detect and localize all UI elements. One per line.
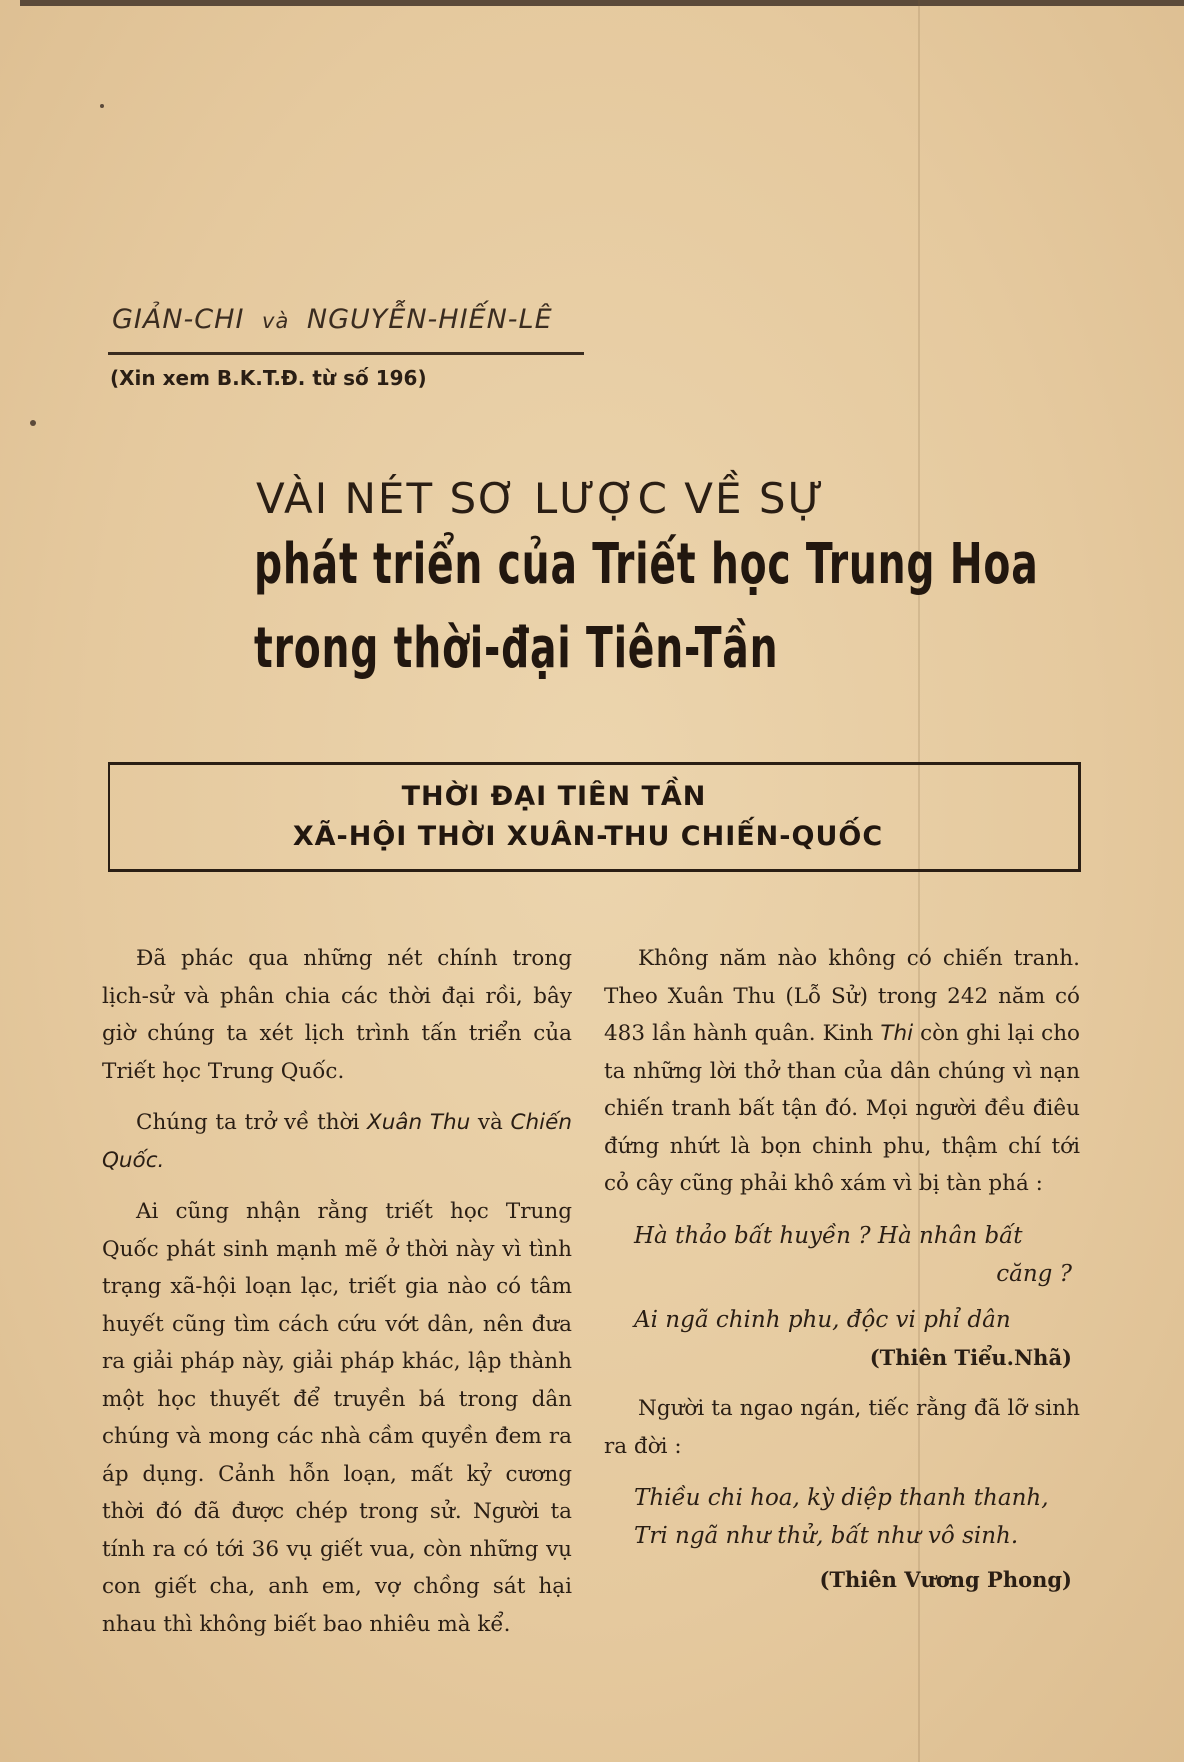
right-column bbox=[604, 940, 1080, 1613]
emphasis-text: Chiến Quốc. bbox=[102, 1110, 572, 1173]
section-heading-line-1: THỜI ĐẠI TIÊN TẦN bbox=[401, 781, 707, 812]
paragraph bbox=[604, 940, 1080, 1203]
page-top-edge bbox=[20, 0, 1184, 6]
verse-source: (Thiên Vương Phong) bbox=[819, 1567, 1072, 1592]
author-2: NGUYỄN-HIẾN-LÊ bbox=[306, 304, 553, 335]
series-reference: (Xin xem B.K.T.Đ. từ số 196) bbox=[110, 366, 427, 390]
title-line-1: VÀI NÉT SƠ LƯỢC VỀ SỰ bbox=[256, 474, 826, 523]
text-run: còn ghi lại cho ta những lời thở than của dân chúng vì nạn chiến tranh bất tận đó. Mọi người đều điêu đứng nhứt là bọn chinh phu, thậm chí tới cỏ cây cũng phải khô xám vì bị tàn phá : bbox=[604, 1021, 1080, 1196]
verse-line: Tri ngã như thử, bất như vô sinh. bbox=[634, 1523, 1019, 1549]
verse-line: Ai ngã chinh phu, độc vi phỉ dân bbox=[634, 1306, 1011, 1333]
speck-mark bbox=[100, 104, 104, 108]
author-1: GIẢN-CHI bbox=[112, 304, 245, 335]
emphasis-text: Thi bbox=[880, 1021, 914, 1046]
section-heading-box bbox=[108, 762, 1081, 872]
text-run: Chúng ta trở về thời bbox=[136, 1110, 368, 1135]
emphasis-text: Xuân Thu bbox=[367, 1110, 471, 1135]
paragraph: Ai cũng nhận rằng triết học Trung Quốc phát sinh mạnh mẽ ở thời này vì tình trạng xã-hội loạn lạc, triết gia nào có tâm huyết cũng tìm cách cứu vớt dân, nên đưa ra giải pháp này, giải pháp khác, lập thành một học thuyết để truyền bá trong dân chúng và mong các nhà cầm quyền đem ra áp dụng. Cảnh hỗn loạn, mất kỷ cương thời đó đã được chép trong sử. Người ta tính ra có tới 36 vụ giết vua, còn những vụ con giết cha, anh em, vợ chồng sát hại nhau thì không biết bao nhiêu mà kể. bbox=[102, 1199, 572, 1637]
speck-mark bbox=[30, 420, 36, 426]
left-column bbox=[102, 940, 572, 1657]
title-line-2: phát triển của Triết học Trung Hoa bbox=[254, 532, 1039, 597]
author-rule bbox=[108, 352, 584, 355]
author-connector: và bbox=[262, 309, 290, 333]
paragraph: Người ta ngao ngán, tiếc rằng đã lỡ sinh ra đời : bbox=[604, 1396, 1080, 1459]
author-line bbox=[112, 304, 553, 335]
verse-source: (Thiên Tiểu.Nhã) bbox=[869, 1344, 1072, 1370]
text-run: Không năm nào không có chiến tranh. Theo Xuân Thu (Lỗ Sử) trong 242 năm có 483 lần hành quân. Kinh bbox=[604, 946, 1080, 1046]
title-line-3: trong thời-đại Tiên-Tần bbox=[254, 616, 779, 681]
paragraph bbox=[102, 1104, 572, 1179]
verse-line: Hà thảo bất huyền ? Hà nhân bất bbox=[634, 1222, 1023, 1249]
section-heading-line-2: XÃ-HỘI THỜI XUÂN-THU CHIẾN-QUỐC bbox=[292, 821, 884, 852]
text-run: và bbox=[470, 1110, 511, 1135]
verse-line: Thiều chi hoa, kỳ diệp thanh thanh, bbox=[634, 1485, 1049, 1511]
verse-line: căng ? bbox=[996, 1260, 1072, 1287]
paragraph: Đã phác qua những nét chính trong lịch-sử và phân chia các thời đại rồi, bây giờ chúng ta xét lịch trình tấn triển của Triết học Trung Quốc. bbox=[102, 946, 572, 1084]
